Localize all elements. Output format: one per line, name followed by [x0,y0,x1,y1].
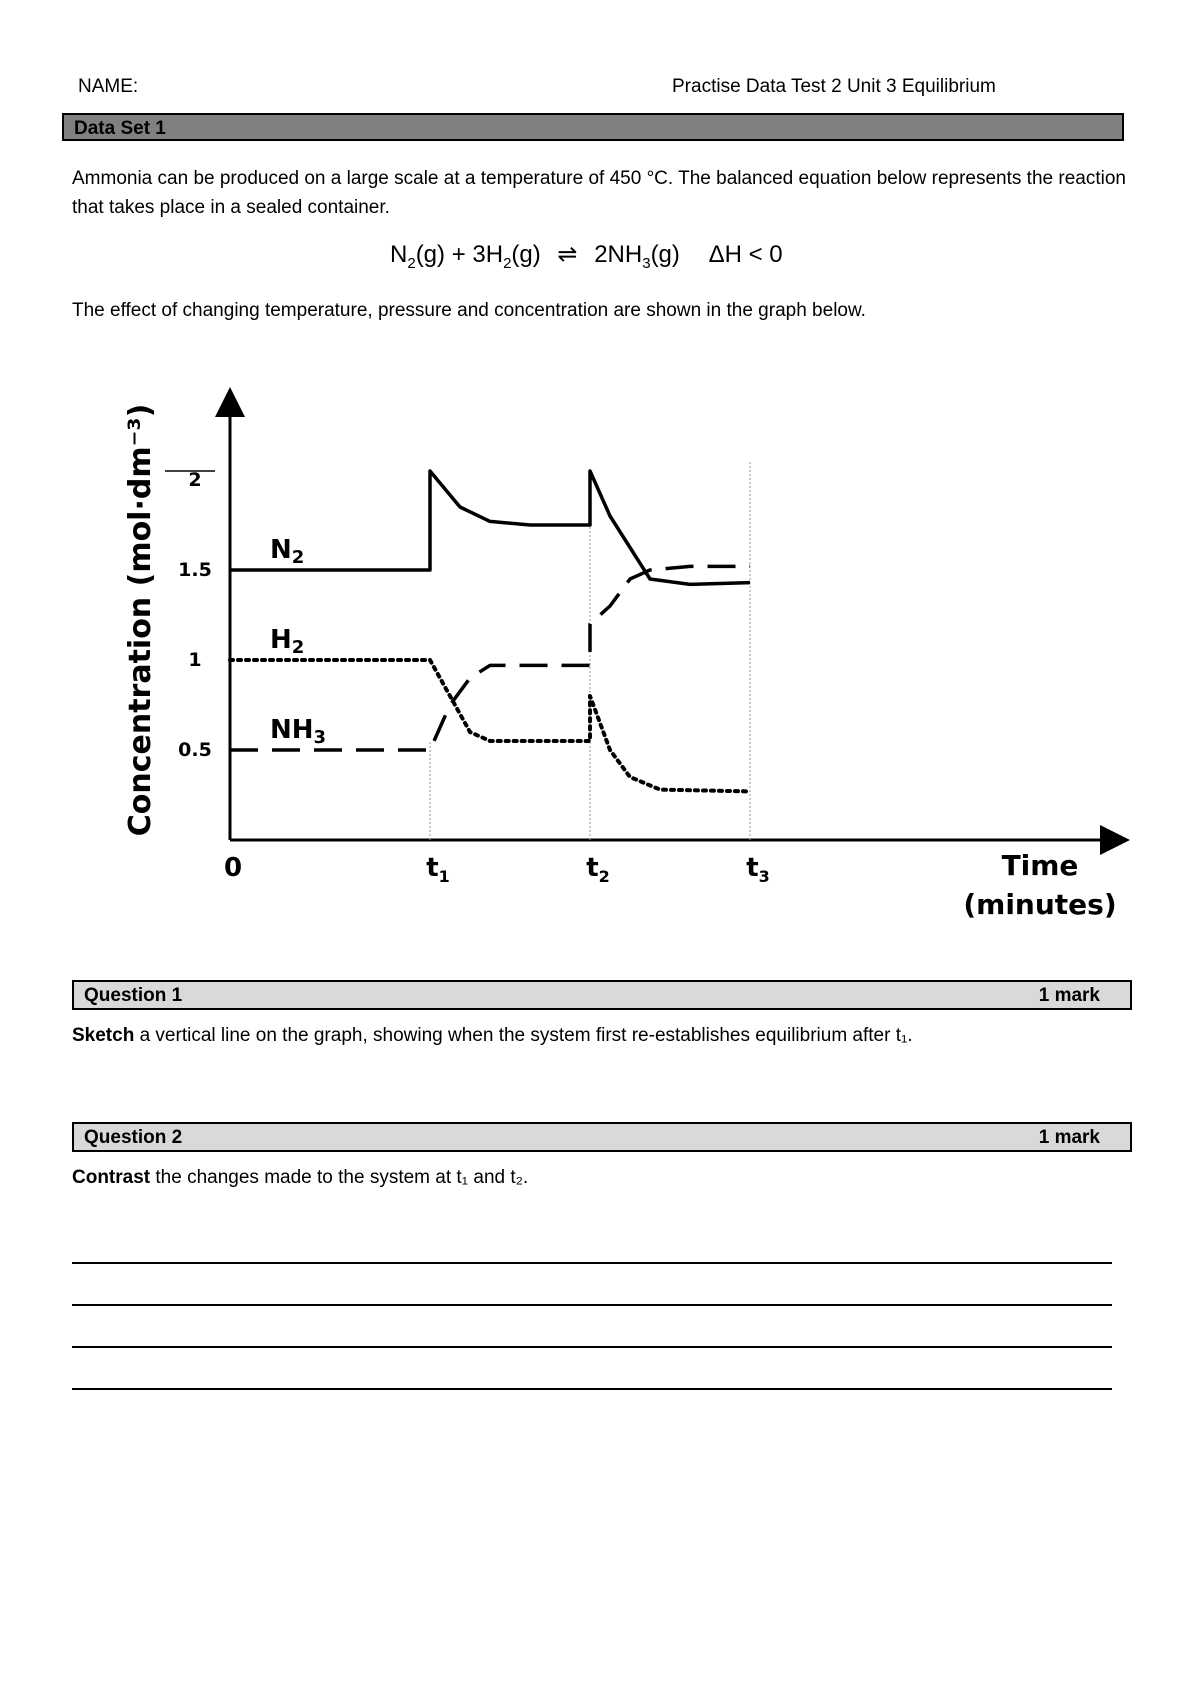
intro-paragraph: Ammonia can be produced on a large scale at a temperature of 450 °C. The balanced equation below represents the reaction that takes place in a sealed container. [72,168,1126,218]
answer-line-1[interactable] [72,1262,1112,1264]
question-2-verb: Contrast [72,1167,151,1188]
eq-n2-state: (g) + 3H [415,241,504,268]
question-1-label: Question 1 [84,985,183,1006]
eq-h2-sub: 2 [503,254,512,272]
eq-n2-sub: 2 [407,254,416,272]
question-2-label: Question 2 [84,1127,183,1148]
eq-nh3-state: (g) [650,241,680,268]
name-label: NAME: [78,76,139,97]
x-axis-label-line2: (minutes) [963,888,1117,921]
data-set-label: Data Set 1 [74,118,166,139]
question-1-text [72,1025,913,1047]
question-2-body: the changes made to the system at t₁ and t₂. [150,1167,529,1188]
question-1-marks: 1 mark [1038,985,1100,1006]
answer-line-3[interactable] [72,1346,1112,1348]
x-tick-label: $t_3$ [746,853,770,886]
y-axis-label: Concentration (mol·dm⁻³) [123,403,158,837]
concentration-chart [100,380,1140,940]
x-tick-label: $t_1$ [426,853,450,886]
y-tick-label: 0.5 [178,739,212,761]
answer-line-4[interactable] [72,1388,1112,1390]
question-2-text [72,1167,528,1189]
data-set-header [62,113,1124,141]
page-title: Practise Data Test 2 Unit 3 Equilibrium [672,76,996,97]
series-label-0: N2 [270,535,305,568]
question-2-marks: 1 mark [1038,1127,1100,1148]
series-label-2: NH3 [270,715,327,748]
x-tick-label: 0 [223,853,243,883]
eq-h2-state: (g) [511,241,541,268]
eq-nh3-sub: 3 [642,254,651,272]
eq-nh3: 2NH [594,241,643,268]
x-tick-label: $t_2$ [586,853,610,886]
eq-n2: N [390,241,408,268]
answer-line-2[interactable] [72,1304,1112,1306]
series-label-1: H2 [270,625,305,658]
y-tick-label: 1 [188,649,202,671]
y-tick-label: 2 [188,469,202,491]
question-1-verb: Sketch [72,1025,135,1046]
x-axis-label-line1: Time [1001,849,1079,882]
eq-enthalpy: ΔH < 0 [708,241,783,268]
question-2-header [72,1122,1132,1152]
question-1-header [72,980,1132,1010]
y-tick-label: 1.5 [178,559,212,581]
eq-arrow: ⇌ [557,241,578,268]
balanced-equation [390,240,783,272]
question-1-body: a vertical line on the graph, showing when the system first re-establishes equilibrium after t₁. [134,1025,913,1046]
graph-intro: The effect of changing temperature, pressure and concentration are shown in the graph below. [72,300,866,321]
